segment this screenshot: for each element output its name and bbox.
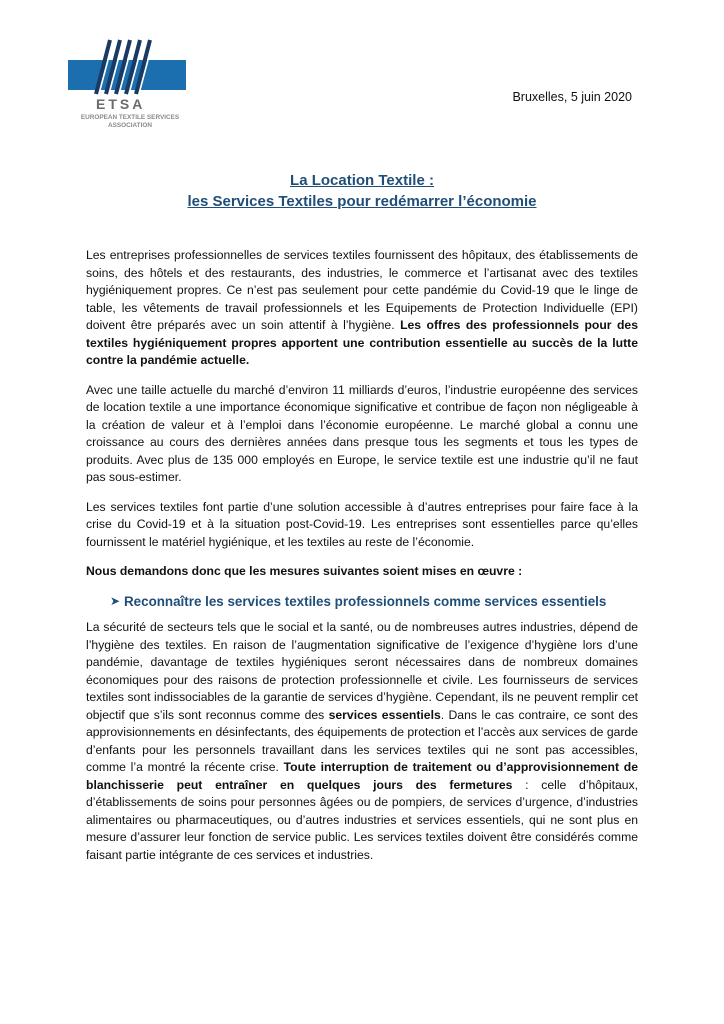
logo-full-name (62, 114, 198, 130)
etsa-logo-mark (66, 38, 196, 98)
dateline: Bruxelles, 5 juin 2020 (512, 90, 632, 104)
demand-bullet-1 (86, 593, 638, 611)
paragraph-4 (86, 619, 638, 864)
paragraph-4-bold-interruption: Toute interruption de traitement ou d’approvisionnement de blanchisserie peut entraîner en quelques jours des fermetures (86, 760, 638, 792)
paragraph-4-part-c: . Dans le cas contraire, ce sont des approvisionnements en désinfectants, des équipements de protection et l’accès aux services de garde d’enfants pour les personnels travaillant dans les services textiles qui ne sont pas accessibles, comme l’a montré la récente crise. (86, 707, 638, 774)
arrow-bullet-icon: ➤ (110, 593, 121, 608)
paragraph-4-bold-essential: services essentiels (328, 707, 441, 722)
paragraph-1-text: Les entreprises professionnelles de services textiles fournissent des hôpitaux, des établissements de soins, des hôtels et des restaurants, des industries, le commerce et l’artisanat avec des textiles hygiéniquement propres. Ce n’est pas seulement pour cette pandémie du Covid-19 que le linge de table, les vêtements de travail professionnels et les Equipements de Protection Individuelle (EPI) doivent être préparés avec un soin attentif à l’hygiène. (86, 248, 638, 332)
paragraph-2: Avec une taille actuelle du marché d’environ 11 milliards d’euros, l’industrie européenne des services de location textile a une importance économique significative et contribue de façon non négligeable à la création de valeur et à l’emploi dans l’économie européenne. Le marché global a connu une croissance au cours des dernières années dans presque tous les segments et tous les types de produits. Avec plus de 135 000 employés en Europe, le service textile est une industrie qu’il ne faut pas sous-estimer. (86, 382, 638, 484)
document-body (86, 247, 638, 876)
demand-bullet-1-text: Reconnaître les services textiles professionnels comme services essentiels (124, 593, 607, 609)
paragraph-3: Les services textiles font partie d’une solution accessible à d’autres entreprises pour faire face à la crise du Covid-19 et à la situation post-Covid-19. Les entreprises sont essentielles parce qu’elles fournissent le matériel hygiénique, et les textiles au reste de l’économie. (86, 499, 638, 549)
paragraph-1-bold: Les offres des professionnels pour des textiles hygiéniquement propres apportent une contribution essentielle au succès de la lutte contre la pandémie actuelle. (86, 318, 638, 367)
title-line-1: La Location Textile : (290, 172, 434, 189)
logo-full-name-line2: ASSOCIATION (108, 122, 152, 129)
document-title (80, 170, 644, 212)
logo-full-name-line1: EUROPEAN TEXTILE SERVICES (80, 114, 180, 121)
paragraph-4-part-e: : celle d’hôpitaux, d’établissements de soins pour personnes âgées ou de pompiers, de services d’urgence, d’industries alimentaires ou pharmaceutiques, ou d’autres industries et services essentiels, qui ne sont plus en mesure d’assurer leur fonction de service public. Les services textiles doivent être considérés comme faisant partie intégrante de ces services et industries. (86, 777, 638, 862)
demands-intro: Nous demandons donc que les mesures suivantes soient mises en œuvre : (86, 564, 523, 578)
paragraph-1 (86, 247, 638, 370)
etsa-logo (66, 38, 196, 138)
paragraph-4-part-a: La sécurité de secteurs tels que le social et la santé, ou de nombreuses autres industries, dépend de l’hygiène des textiles. En raison de l’augmentation significative de l’exigence d’hygiène lors d’une pandémie, davantage de textiles hygiéniques seront nécessaires dans de nombreux domaines économiques pour des raisons de protection professionnelle et civile. Les fournisseurs de services textiles sont indissociables de la garantie de services d’hygiène. Cependant, ils ne peuvent remplir cet objectif que s’ils sont reconnus comme des (86, 620, 638, 722)
title-line-2: les Services Textiles pour redémarrer l’économie (187, 193, 537, 210)
logo-acronym: ETSA (96, 96, 146, 112)
